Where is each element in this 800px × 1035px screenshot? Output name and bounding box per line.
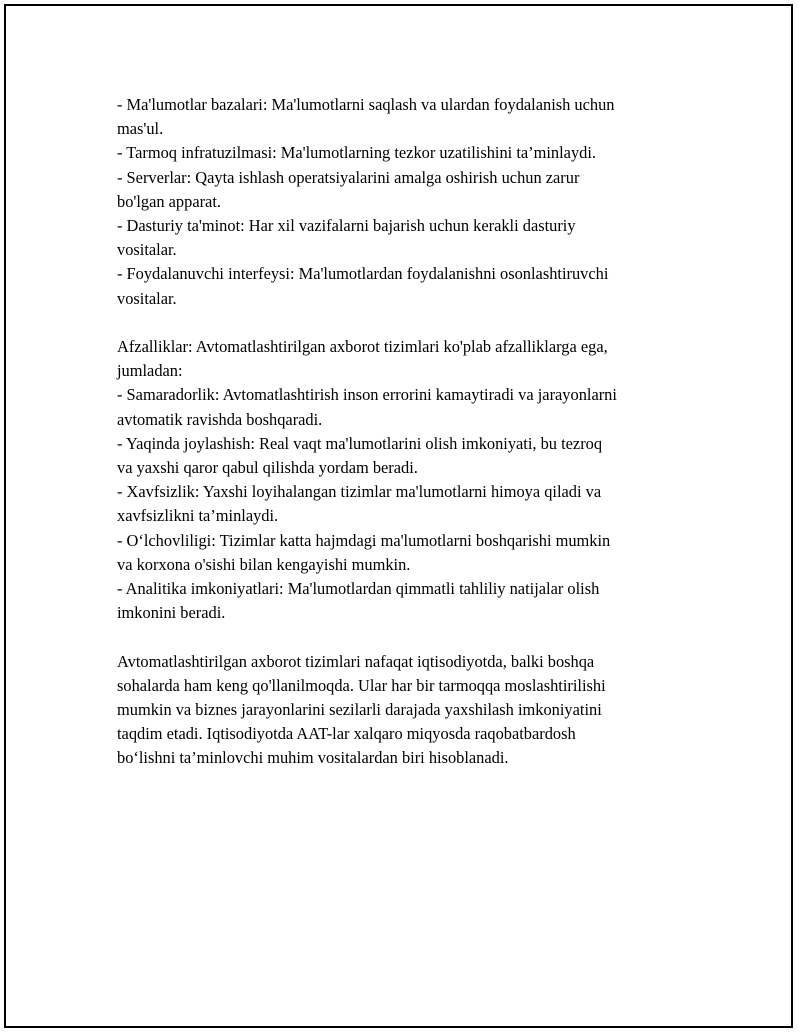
text-line: va korxona o'sishi bilan kengayishi mumkin. (117, 554, 411, 574)
text-line: va yaxshi qaror qabul qilishda yordam beradi. (117, 458, 418, 478)
text-line: - Ma'lumotlar bazalari: Ma'lumotlarni saqlash va ulardan foydalanish uchun (117, 95, 615, 114)
text-line: mas'ul. (117, 119, 164, 139)
text-line: Afzalliklar: Avtomatlashtirilgan axborot tizimlari ko'plab afzalliklarga ega, (117, 337, 608, 357)
conclusion-paragraph (117, 650, 687, 771)
document-body (117, 93, 687, 771)
text-line: jumladan: (117, 361, 183, 381)
text-line: - Samaradorlik: Avtomatlashtirish inson errorini kamaytiradi va jarayonlarni (117, 385, 617, 405)
text-line: - Tarmoq infratuzilmasi: Ma'lumotlarning tezkor uzatilishini ta’minlaydi. (117, 143, 596, 163)
text-line: Avtomatlashtirilgan axborot tizimlari nafaqat iqtisodiyotda, balki boshqa (117, 651, 595, 671)
text-line: - Yaqinda joylashish: Real vaqt ma'lumotlarini olish imkoniyati, bu tezroq (117, 433, 603, 453)
components-list (117, 93, 687, 311)
text-line: - Analitika imkoniyatlari: Ma'lumotlardan qimmatli tahliliy natijalar olish (117, 579, 600, 599)
text-line: mumkin va biznes jarayonlarini sezilarli darajada yaxshilash imkoniyatini (117, 700, 602, 720)
text-line: bo'lgan apparat. (117, 191, 221, 211)
text-line: - Serverlar: Qayta ishlash operatsiyalarini amalga oshirish uchun zarur (117, 167, 580, 187)
paragraph-gap (117, 311, 687, 335)
text-line: vositalar. (117, 240, 177, 260)
text-line: bo‘lishni ta’minlovchi muhim vositalardan biri hisoblanadi. (117, 748, 509, 768)
advantages-paragraph (117, 335, 687, 625)
text-line: avtomatik ravishda boshqaradi. (117, 409, 323, 429)
paragraph-gap (117, 625, 687, 649)
text-line: - Dasturiy ta'minot: Har xil vazifalarni bajarish uchun kerakli dasturiy (117, 216, 576, 236)
text-line: - O‘lchovliligi: Tizimlar katta hajmdagi ma'lumotlarni boshqarishi mumkin (117, 530, 611, 550)
text-line: - Foydalanuvchi interfeysi: Ma'lumotlardan foydalanishni osonlashtiruvchi (117, 264, 609, 284)
text-line: vositalar. (117, 288, 177, 308)
text-line: xavfsizlikni ta’minlaydi. (117, 506, 279, 526)
text-line: - Xavfsizlik: Yaxshi loyihalangan tizimlar ma'lumotlarni himoya qiladi va (117, 482, 602, 502)
text-line: sohalarda ham keng qo'llanilmoqda. Ular har bir tarmoqqa moslashtirilishi (117, 675, 606, 695)
text-line: taqdim etadi. Iqtisodiyotda AAT-lar xalqaro miqyosda raqobatbardosh (117, 724, 576, 744)
text-line: imkonini beradi. (117, 603, 226, 623)
